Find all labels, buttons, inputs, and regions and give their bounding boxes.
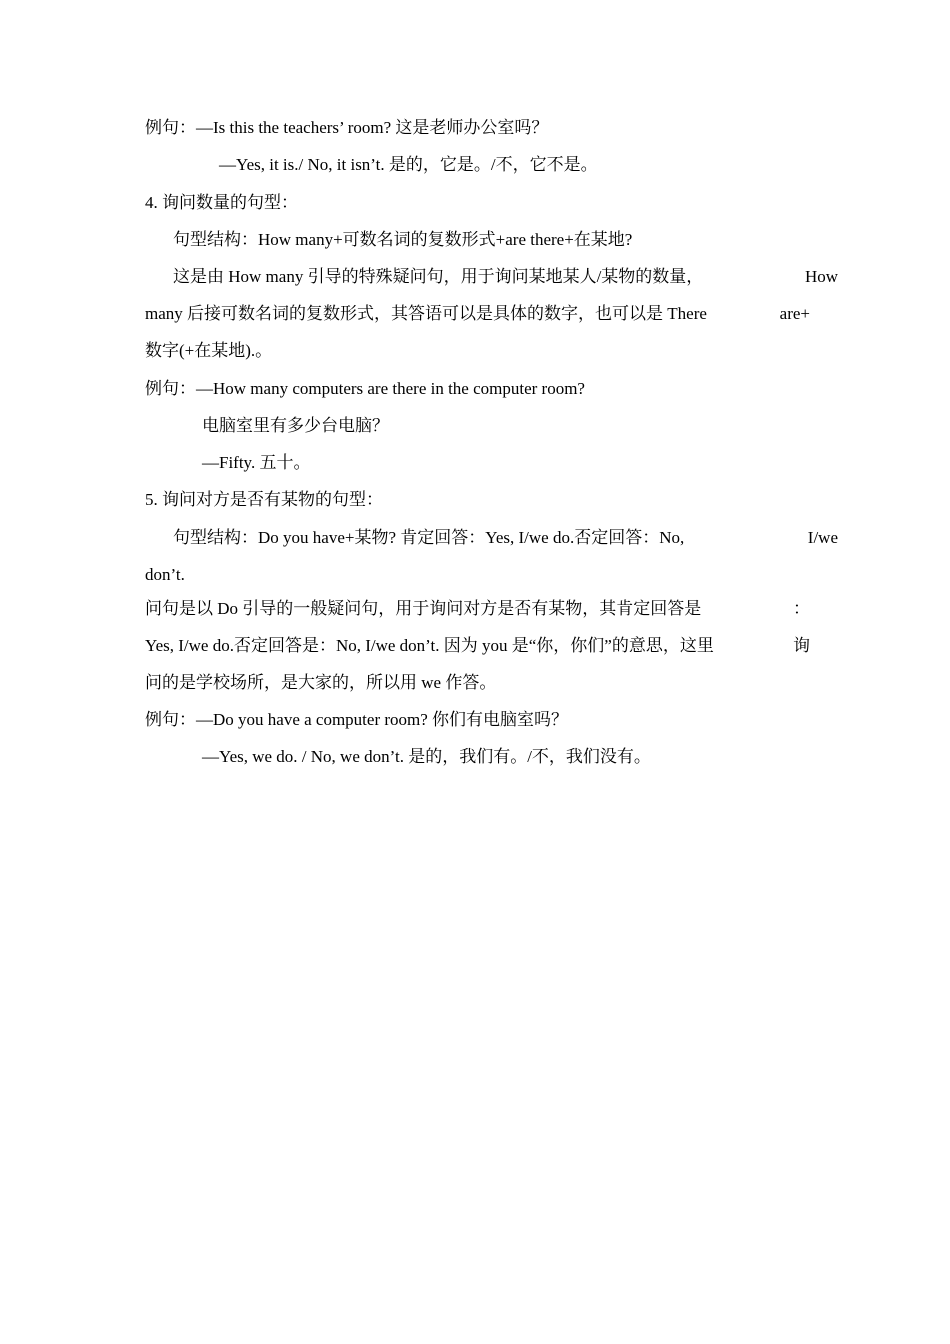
sentence-structure-text: 句型结构：Do you have+某物? 肯定回答：Yes, I/we do.否定回答：No,	[173, 528, 685, 547]
sentence-structure-how-many: 句型结构：How many+可数名词的复数形式+are there+在某地?	[173, 230, 633, 249]
example-line-teachers-room: 例句：—Is this the teachers’ room? 这是老师办公室吗？	[145, 118, 549, 137]
explanation-do-line-3: 问的是学校场所，是大家的，所以用 we 作答。	[145, 673, 497, 692]
answer-line-yes-we-do: —Yes, we do. / No, we don’t. 是的，我们有。/不，我们没有。	[202, 747, 651, 766]
explanation-line-3: 数字(+在某地).。	[145, 341, 273, 360]
explanation-do-line-1-end: ：	[793, 599, 810, 618]
sentence-structure-continuation: don’t.	[145, 565, 185, 584]
explanation-do-line-1-text: 问句是以 Do 引导的一般疑问句，用于询问对方是否有某物，其肯定回答是	[145, 599, 702, 618]
explanation-line-2	[145, 303, 810, 325]
example-line-computers: 例句：—How many computers are there in the computer room?	[145, 379, 585, 398]
example-translation-computers: 电脑室里有多少台电脑？	[202, 416, 389, 435]
explanation-line-1-end: How	[804, 267, 838, 286]
explanation-do-line-2	[145, 635, 810, 657]
explanation-line-1-text: 这是由 How many 引导的特殊疑问句，用于询问某地某人/某物的数量，	[173, 267, 704, 286]
sentence-structure-end: I/we	[807, 528, 838, 547]
explanation-do-line-1	[145, 598, 810, 620]
explanation-do-line-2-end: 询	[793, 636, 810, 655]
explanation-line-2-text: many 后接可数名词的复数形式，其答语可以是具体的数字，也可以是 There	[145, 304, 707, 323]
sentence-structure-do-you-have	[173, 527, 838, 549]
section-heading-4: 4. 询问数量的句型：	[145, 193, 298, 212]
answer-line-fifty: —Fifty. 五十。	[202, 453, 311, 472]
example-line-computer-room: 例句：—Do you have a computer room? 你们有电脑室吗？	[145, 710, 569, 729]
answer-line-yes-no: —Yes, it is./ No, it isn’t. 是的，它是。/不，它不是。	[219, 155, 598, 174]
explanation-line-1	[173, 266, 838, 288]
section-heading-5: 5. 询问对方是否有某物的句型：	[145, 490, 383, 509]
explanation-line-2-end: are+	[779, 304, 810, 323]
explanation-do-line-2-text: Yes, I/we do.否定回答是：No, I/we don’t. 因为 you 是“你，你们”的意思，这里	[145, 636, 714, 655]
